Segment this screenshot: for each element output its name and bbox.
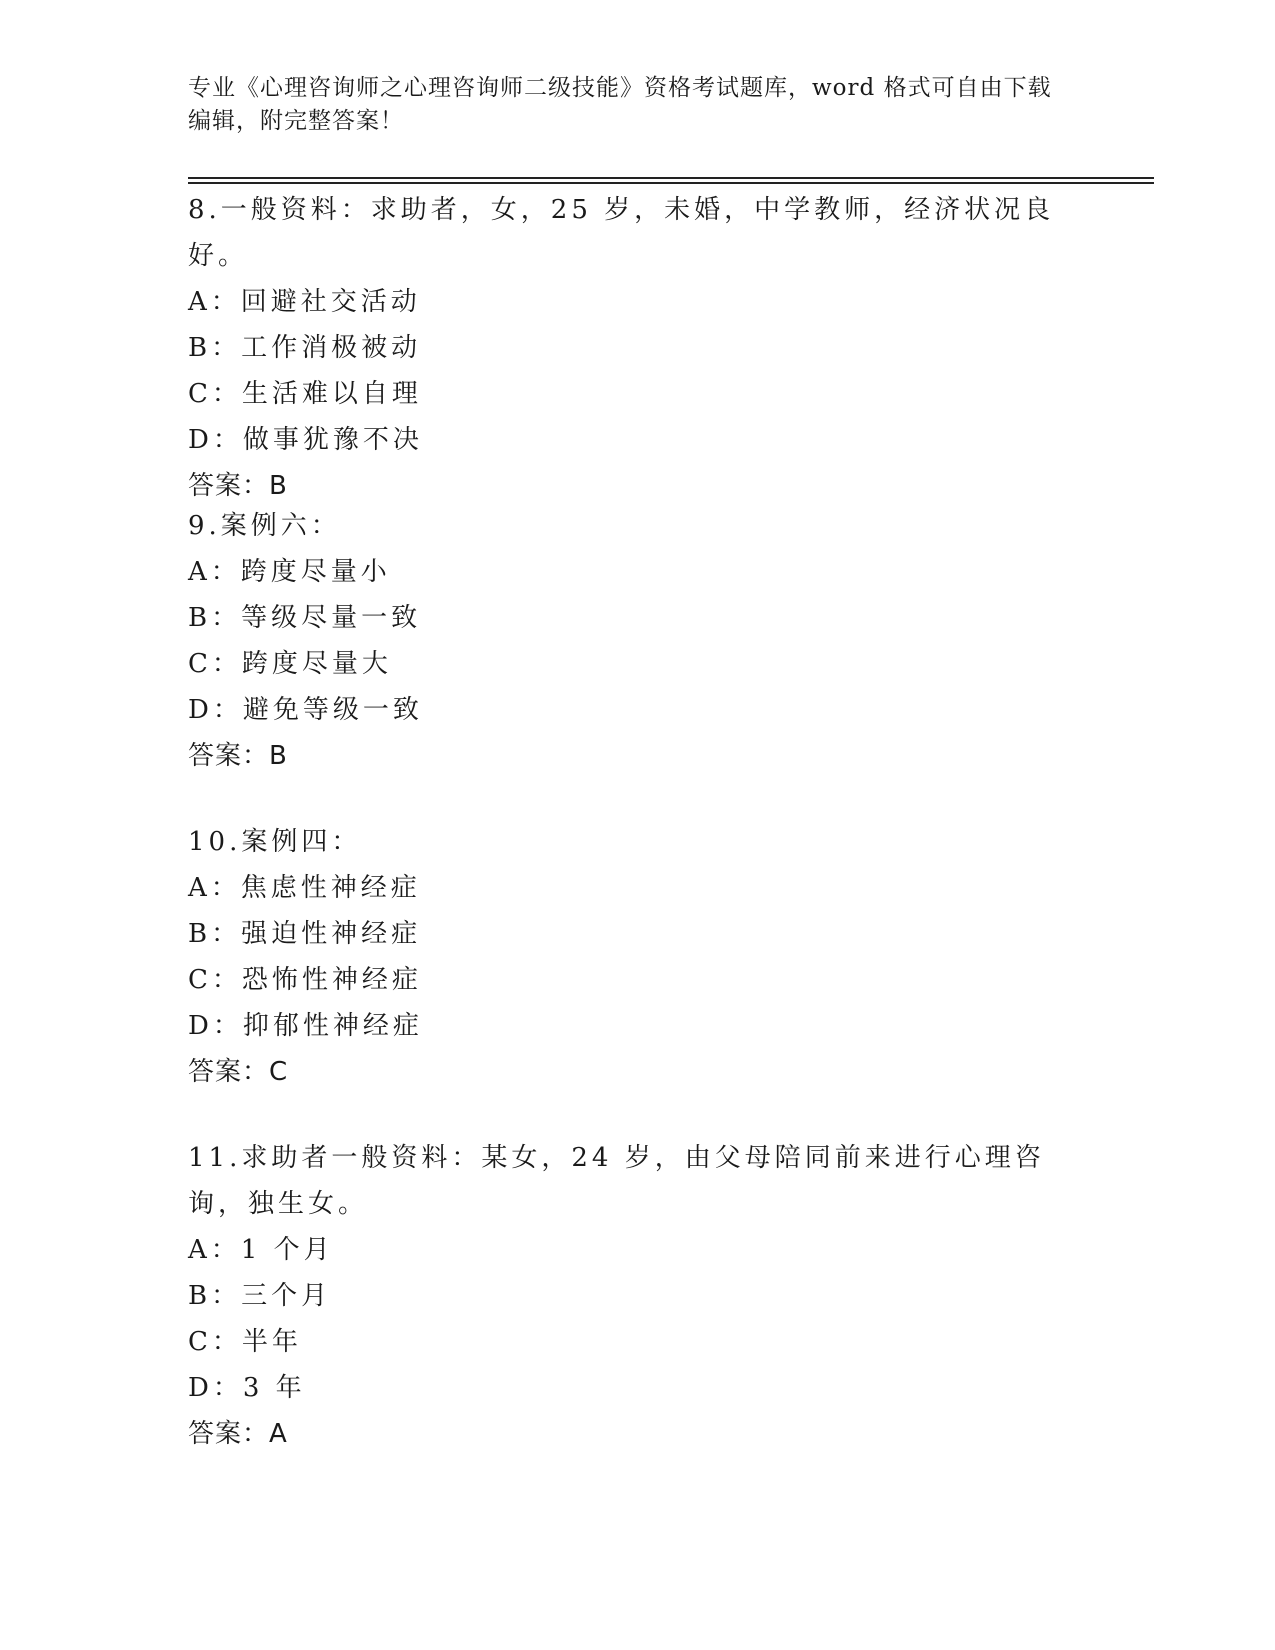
question-stem: 9.案例六： [188,511,341,541]
option-a: A：1 个月 [188,1235,334,1265]
option-c: C：生活难以自理 [188,379,422,409]
document-header [188,72,1068,138]
option-a: A：跨度尽量小 [188,557,391,587]
question-stem: 10.案例四： [188,827,362,857]
option-b: B：工作消极被动 [188,333,422,363]
answer-text: 答案：A [188,1419,288,1449]
question-stem: 11.求助者一般资料：某女，24 岁，由父母陪同前来进行心理咨询，独生女。 [188,1143,1045,1219]
answer-text: 答案：C [188,1057,289,1087]
option-c: C：跨度尽量大 [188,649,392,679]
option-b: B：强迫性神经症 [188,919,422,949]
option-b: B：等级尽量一致 [188,603,422,633]
answer-text: 答案：B [188,741,288,771]
option-d: D：避免等级一致 [188,695,423,725]
option-c: C：半年 [188,1327,302,1357]
question-10 [188,819,1088,1095]
option-d: D：3 年 [188,1373,306,1403]
question-11 [188,1135,1068,1457]
answer-text: 答案：B [188,471,288,501]
question-8 [188,187,1088,509]
header-divider-bottom [188,182,1154,184]
option-d: D：做事犹豫不决 [188,425,423,455]
question-stem: 8.一般资料：求助者，女，25 岁，未婚，中学教师，经济状况良好。 [188,195,1055,271]
option-a: A：回避社交活动 [188,287,421,317]
header-line-2: 编辑，附完整答案！ [188,108,404,134]
option-b: B：三个月 [188,1281,332,1311]
option-d: D：抑郁性神经症 [188,1011,423,1041]
header-divider-top [188,177,1154,179]
option-c: C：恐怖性神经症 [188,965,422,995]
question-9 [188,503,1088,779]
header-line-1: 专业《心理咨询师之心理咨询师二级技能》资格考试题库，word 格式可自由下载 [188,75,1052,101]
option-a: A：焦虑性神经症 [188,873,421,903]
